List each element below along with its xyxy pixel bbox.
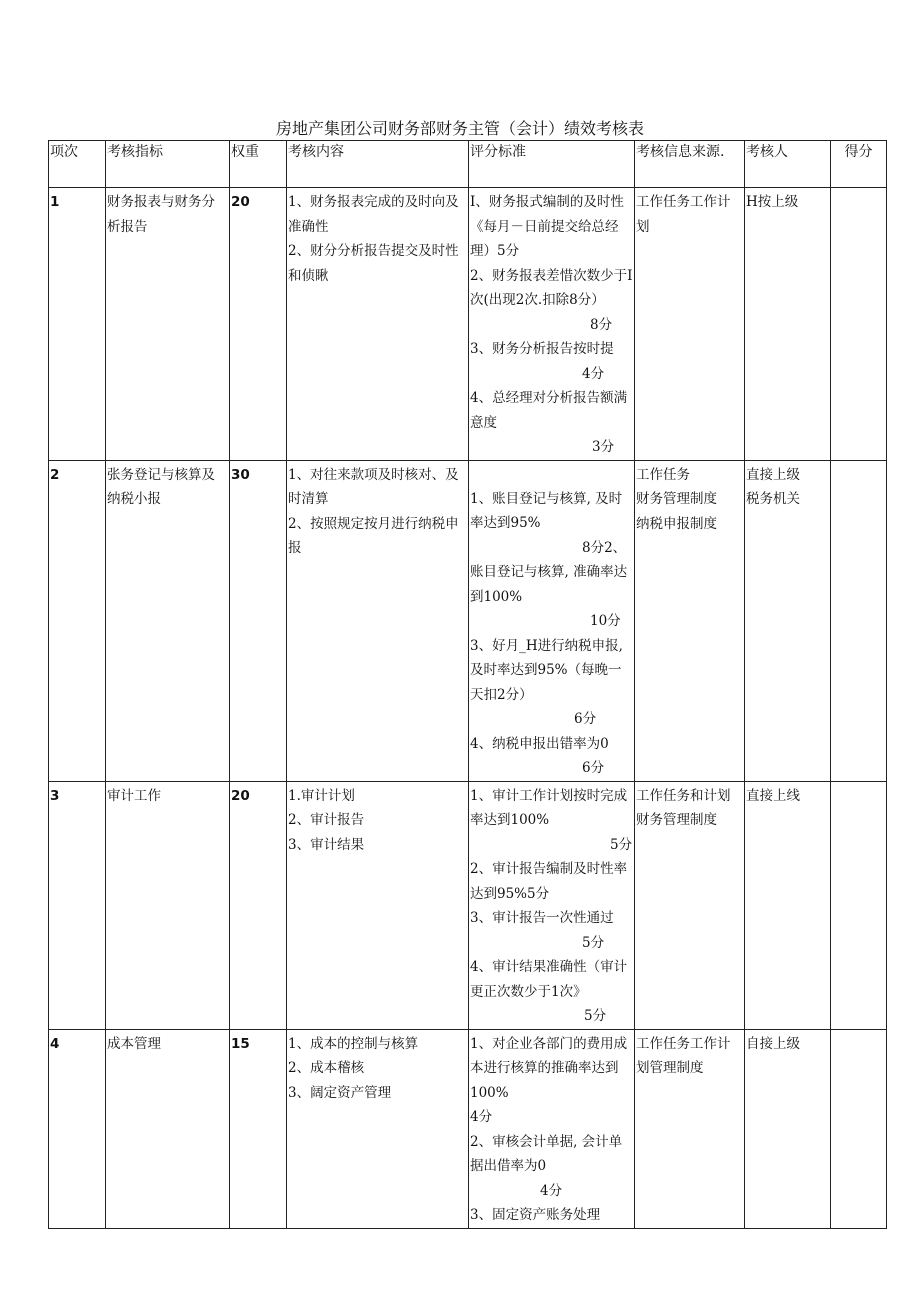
- header-cell: 考核信息来源.: [635, 141, 745, 188]
- criteria-line: 2、审计报告编制及时性率达到95%5分: [470, 861, 628, 902]
- criteria-line: 5分: [582, 934, 605, 951]
- header-cell: 考核内容: [287, 141, 469, 188]
- criteria-line: 5分: [610, 836, 633, 853]
- header-cell: 考核指标: [106, 141, 230, 188]
- header-cell: 评分标准: [469, 141, 635, 188]
- score-cell: [831, 1029, 887, 1228]
- content-line: 3、审计结果: [288, 836, 365, 853]
- assessor-line: 税务机关: [746, 491, 800, 507]
- criteria-line: 3、财务分析报告按时提: [470, 341, 614, 357]
- table-row: [49, 781, 887, 1029]
- header-cell: 权重: [230, 141, 287, 188]
- criteria-line: 8分2、账目登记与核算, 准确率达到100%: [470, 539, 628, 605]
- weight-cell: 20: [230, 188, 287, 461]
- source-line: 工作任务: [636, 466, 690, 483]
- criteria-cell: [469, 188, 635, 461]
- criteria-line: 4、审计结果准确性（审计更正次数少于1次》: [470, 959, 628, 1000]
- table-row: [49, 1029, 887, 1228]
- content-line: 1、成本的控制与核算: [288, 1035, 419, 1052]
- criteria-line: 6分: [574, 711, 597, 727]
- table-row: [49, 188, 887, 461]
- assessor-cell: 直接上线: [745, 781, 831, 1029]
- content-line: 1.审计计划: [288, 787, 355, 804]
- score-cell: [831, 781, 887, 1029]
- criteria-cell: [469, 781, 635, 1029]
- source-cell: [635, 460, 745, 781]
- assessor-cell: H按上级: [745, 188, 831, 461]
- criteria-line: 6分: [582, 760, 605, 776]
- table-header-row: [49, 141, 887, 188]
- criteria-line: 3、审计报告一次性通过: [470, 910, 614, 926]
- content-line: 1、对往来款项及时核对、及时清算: [288, 466, 459, 507]
- header-cell: 得分: [831, 141, 887, 188]
- header-cell: 考核人: [745, 141, 831, 188]
- content-line: 2、审计报告: [288, 812, 365, 828]
- source-line: 财务管理制度: [636, 812, 717, 828]
- indicator-cell: 审计工作: [106, 781, 230, 1029]
- criteria-line: 4、总经理对分析报告额满意度: [470, 390, 628, 431]
- criteria-line: 4分: [540, 1182, 563, 1199]
- content-cell: [287, 781, 469, 1029]
- criteria-cell: [469, 1029, 635, 1228]
- weight-cell: 15: [230, 1029, 287, 1228]
- criteria-line: 2、财务报表差惜次数少于I次(出现2次.扣除8分）: [470, 267, 633, 308]
- score-cell: [831, 460, 887, 781]
- criteria-line: 1、审计工作计划按时完成率达到100%: [470, 787, 628, 828]
- criteria-cell: [469, 460, 635, 781]
- criteria-line: I、财务报式编制的及时性《每月－日前提交给总经理）5分: [470, 194, 624, 259]
- source-cell: 工作任务工作计划管理制度: [635, 1029, 745, 1228]
- item-no: 4: [49, 1029, 106, 1228]
- weight-cell: 30: [230, 460, 287, 781]
- criteria-line: 8分: [590, 316, 613, 333]
- criteria-line: 2、审核会计单据, 会计单据出借率为0: [470, 1133, 623, 1174]
- weight-cell: 20: [230, 781, 287, 1029]
- source-cell: 工作任务工作计划: [635, 188, 745, 461]
- item-no: 3: [49, 781, 106, 1029]
- criteria-line: 4分: [582, 365, 605, 382]
- criteria-line: 1、对企业各部门的费用成本进行核算的推确率达到100%: [470, 1035, 628, 1101]
- source-cell: [635, 781, 745, 1029]
- content-cell: [287, 1029, 469, 1228]
- item-no: 1: [49, 188, 106, 461]
- indicator-cell: 财务报表与财务分析报告: [106, 188, 230, 461]
- criteria-line: 5分: [584, 1008, 607, 1024]
- source-line: 工作任务和计划: [636, 787, 731, 804]
- assessor-cell: [745, 460, 831, 781]
- content-line: 1、财务报表完成的及时向及准确性: [288, 194, 459, 235]
- criteria-line: 10分3、好月_H进行纳税申报, 及时率达到95%（每晚一天扣2分）: [470, 613, 623, 703]
- content-line: 2、按照规定按月进行纳税申报: [288, 515, 459, 556]
- score-cell: [831, 188, 887, 461]
- page-title: 房地产集团公司财务部财务主管（会计）绩效考核表: [275, 119, 644, 138]
- indicator-cell: 成本管理: [106, 1029, 230, 1228]
- assessor-cell: 自接上级: [745, 1029, 831, 1228]
- header-cell: 项次: [49, 141, 106, 188]
- content-line: 2、成本稽核: [288, 1060, 365, 1076]
- assessor-line: 直接上级: [746, 466, 800, 483]
- criteria-line: 3、固定资产账务处理: [470, 1207, 601, 1223]
- table-row: [49, 460, 887, 781]
- criteria-line: 4分: [470, 1109, 493, 1125]
- item-no: 2: [49, 460, 106, 781]
- criteria-line: 3分: [592, 439, 615, 455]
- source-line: 纳税申报制度: [636, 515, 717, 532]
- content-cell: [287, 460, 469, 781]
- source-line: 财务管理制度: [636, 491, 717, 507]
- kpi-table: [48, 140, 887, 1229]
- content-cell: [287, 188, 469, 461]
- content-line: 2、财分分析报告提交及时性和侦瞅: [288, 243, 459, 284]
- criteria-line: 1、账目登记与核算, 及时率达到95%: [470, 490, 623, 531]
- indicator-cell: 张务登记与核算及纳税小报: [106, 460, 230, 781]
- content-line: 3、阔定资产管理: [288, 1084, 392, 1101]
- criteria-line: 4、纳税申报出错率为0: [470, 735, 609, 752]
